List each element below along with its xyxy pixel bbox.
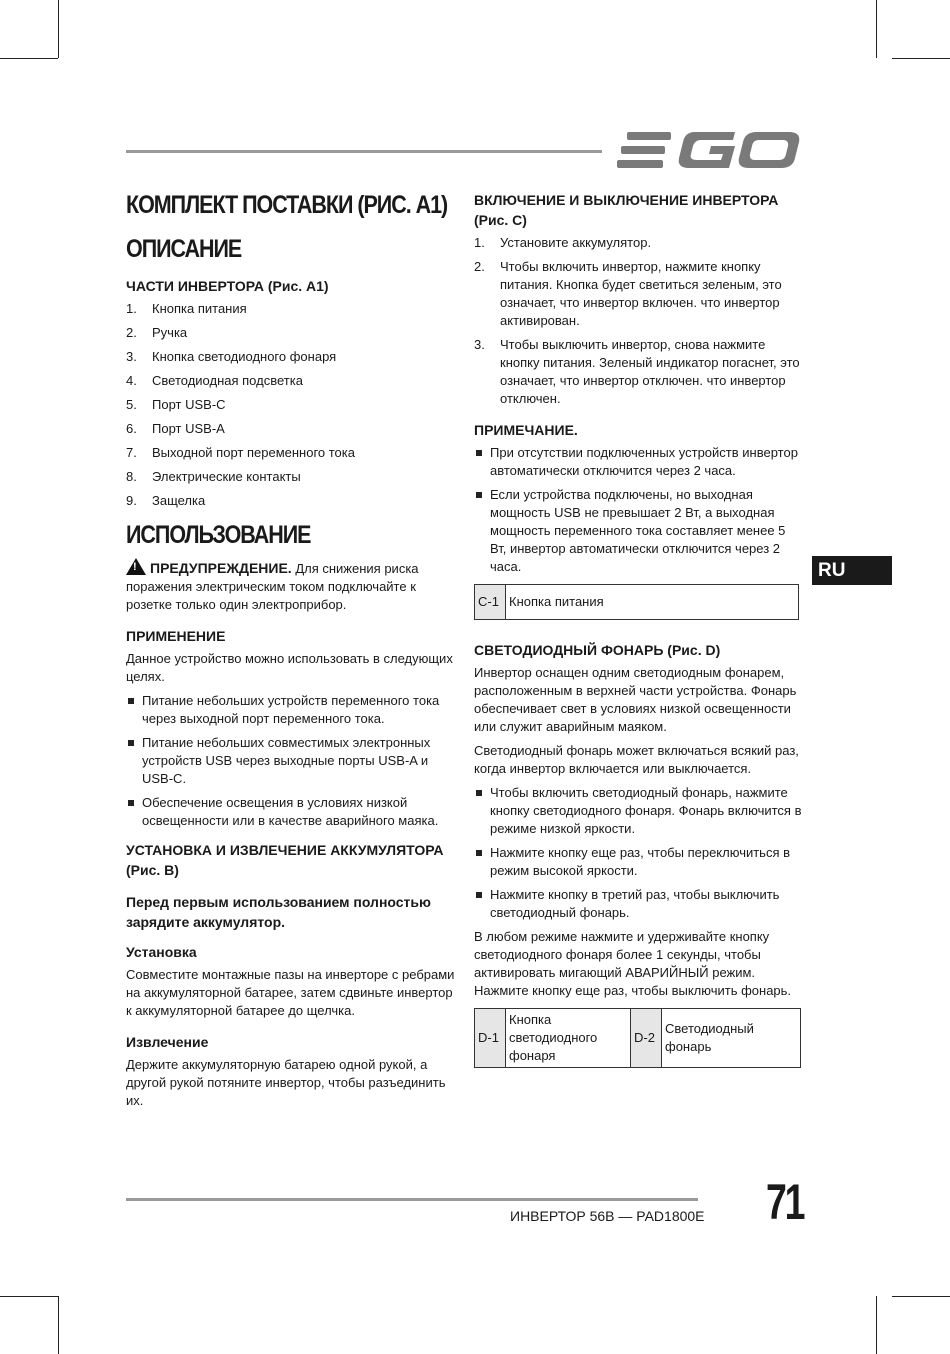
onoff-steps bbox=[474, 234, 804, 408]
section-title-description: ОПИСАНИЕ bbox=[126, 235, 242, 263]
list-item: Если устройства подключены, но выходная мощность USB не превышает 2 Вт, а выходная мощность переменного тока составляет менее 5 Вт, инвертор автоматически отключится через 2 часа. bbox=[474, 486, 804, 576]
light-paragraph: Светодиодный фонарь может включаться всякий раз, когда инвертор включается или выключается. bbox=[474, 743, 799, 776]
application-list bbox=[126, 692, 456, 830]
list-item: 9. Защелка bbox=[126, 493, 206, 508]
light-list bbox=[474, 784, 804, 922]
crop-mark bbox=[876, 1296, 877, 1354]
table-row bbox=[475, 1009, 801, 1068]
onoff-heading: ВКЛЮЧЕНИЕ И ВЫКЛЮЧЕНИЕ ИНВЕРТОРА (Рис. C) bbox=[474, 192, 779, 228]
install-text: Совместите монтажные пазы на инверторе с ребрами на аккумуляторной батарее, затем сдвиньте инвертор к аккумуляторной батарее до щелчка. bbox=[126, 967, 455, 1018]
table-row bbox=[475, 585, 799, 620]
list-item: Нажмите кнопку в третий раз, чтобы выключить светодиодный фонарь. bbox=[474, 886, 804, 922]
crop-mark bbox=[58, 0, 59, 58]
table-value: Светодиодный фонарь bbox=[662, 1009, 801, 1068]
section-title-usage: ИСПОЛЬЗОВАНИЕ bbox=[126, 521, 311, 549]
table-value: Кнопка светодиодного фонаря bbox=[506, 1009, 631, 1068]
application-intro: Данное устройство можно использовать в следующих целях. bbox=[126, 651, 453, 684]
language-tab: RU bbox=[812, 556, 892, 585]
battery-charge-note: Перед первым использованием полностью зарядите аккумулятор. bbox=[126, 894, 431, 930]
list-item: Питание небольших устройств переменного тока через выходной порт переменного тока. bbox=[126, 692, 456, 728]
list-item: 8. Электрические контакты bbox=[126, 469, 301, 484]
table-key: D-2 bbox=[631, 1009, 662, 1068]
list-item: 3. Кнопка светодиодного фонаря bbox=[126, 349, 337, 364]
list-item: 1. Установите аккумулятор. bbox=[474, 235, 652, 250]
crop-mark bbox=[0, 1296, 58, 1297]
header-rule bbox=[126, 150, 602, 153]
parts-list bbox=[126, 300, 456, 510]
table-key: D-1 bbox=[475, 1009, 506, 1068]
section-title-delivery: КОМПЛЕКТ ПОСТАВКИ (РИС. A1) bbox=[126, 191, 448, 219]
table-key: C-1 bbox=[475, 585, 506, 620]
light-paragraph: В любом режиме нажмите и удерживайте кнопку светодиодного фонаря более 1 секунды, чтобы активировать мигающий АВАРИЙНЫЙ режим. Нажмите кнопку еще раз, чтобы выключить фонарь. bbox=[474, 929, 792, 998]
list-item: 4. Светодиодная подсветка bbox=[126, 373, 303, 388]
note-list bbox=[474, 444, 804, 576]
light-paragraph: Инвертор оснащен одним светодиодным фонарем, расположенным в верхней части устройства. Фонарь обеспечивает свет в условиях низкой освещенности или служит аварийным маяком. bbox=[474, 665, 797, 734]
battery-heading: УСТАНОВКА И ИЗВЛЕЧЕНИЕ АККУМУЛЯТОРА (Рис. B) bbox=[126, 842, 444, 878]
page-number: 71 bbox=[766, 1174, 804, 1230]
figure-d-legend-table bbox=[474, 1008, 801, 1068]
footer-title: ИНВЕРТОР 56В — PAD1800E bbox=[510, 1208, 705, 1224]
footer-rule bbox=[126, 1198, 698, 1201]
list-item: Питание небольших совместимых электронных устройств USB через выходные порты USB-A и USB-C. bbox=[126, 734, 456, 788]
warning-label: ПРЕДУПРЕЖДЕНИЕ. bbox=[150, 560, 292, 576]
ego-logo bbox=[617, 128, 801, 172]
remove-heading: Извлечение bbox=[126, 1034, 209, 1050]
list-item: Нажмите кнопку еще раз, чтобы переключиться в режим высокой яркости. bbox=[474, 844, 804, 880]
list-item: 1. Кнопка питания bbox=[126, 301, 247, 316]
note-heading: ПРИМЕЧАНИЕ. bbox=[474, 422, 578, 438]
crop-mark bbox=[876, 0, 877, 58]
list-item: Чтобы включить светодиодный фонарь, нажмите кнопку светодиодного фонаря. Фонарь включится в режиме низкой яркости. bbox=[474, 784, 804, 838]
warning-icon: ! bbox=[126, 558, 146, 575]
application-heading: ПРИМЕНЕНИЕ bbox=[126, 628, 226, 644]
crop-mark bbox=[0, 58, 58, 59]
crop-mark bbox=[58, 1296, 59, 1354]
figure-c-legend-table bbox=[474, 584, 799, 620]
list-item: 2. Ручка bbox=[126, 325, 188, 340]
list-item: При отсутствии подключенных устройств инвертор автоматически отключится через 2 часа. bbox=[474, 444, 804, 480]
list-item: 6. Порт USB-A bbox=[126, 421, 225, 436]
left-column bbox=[126, 190, 456, 1110]
list-item: 2. Чтобы включить инвертор, нажмите кнопку питания. Кнопка будет светиться зеленым, это означает, что инвертор включен. что инвертор активирован. bbox=[474, 259, 782, 328]
crop-mark bbox=[892, 58, 950, 59]
list-item: 5. Порт USB-C bbox=[126, 397, 226, 412]
right-column bbox=[474, 190, 804, 1068]
warning-block bbox=[126, 558, 456, 614]
install-heading: Установка bbox=[126, 944, 197, 960]
list-item: 7. Выходной порт переменного тока bbox=[126, 445, 355, 460]
parts-heading: ЧАСТИ ИНВЕРТОРА (Рис. A1) bbox=[126, 278, 329, 294]
light-heading: СВЕТОДИОДНЫЙ ФОНАРЬ (Рис. D) bbox=[474, 642, 721, 658]
crop-mark bbox=[892, 1296, 950, 1297]
warning-text: Для снижения риска поражения электрическим током подключайте к розетке только один электроприбор. bbox=[126, 561, 419, 612]
table-value: Кнопка питания bbox=[506, 585, 799, 620]
list-item: Обеспечение освещения в условиях низкой освещенности или в качестве аварийного маяка. bbox=[126, 794, 456, 830]
remove-text: Держите аккумуляторную батарею одной рукой, а другой рукой потяните инвертор, чтобы разъединить их. bbox=[126, 1057, 446, 1108]
list-item: 3. Чтобы выключить инвертор, снова нажмите кнопку питания. Зеленый индикатор погаснет, это означает, что инвертор отключен. что инвертор отключен. bbox=[474, 337, 800, 406]
